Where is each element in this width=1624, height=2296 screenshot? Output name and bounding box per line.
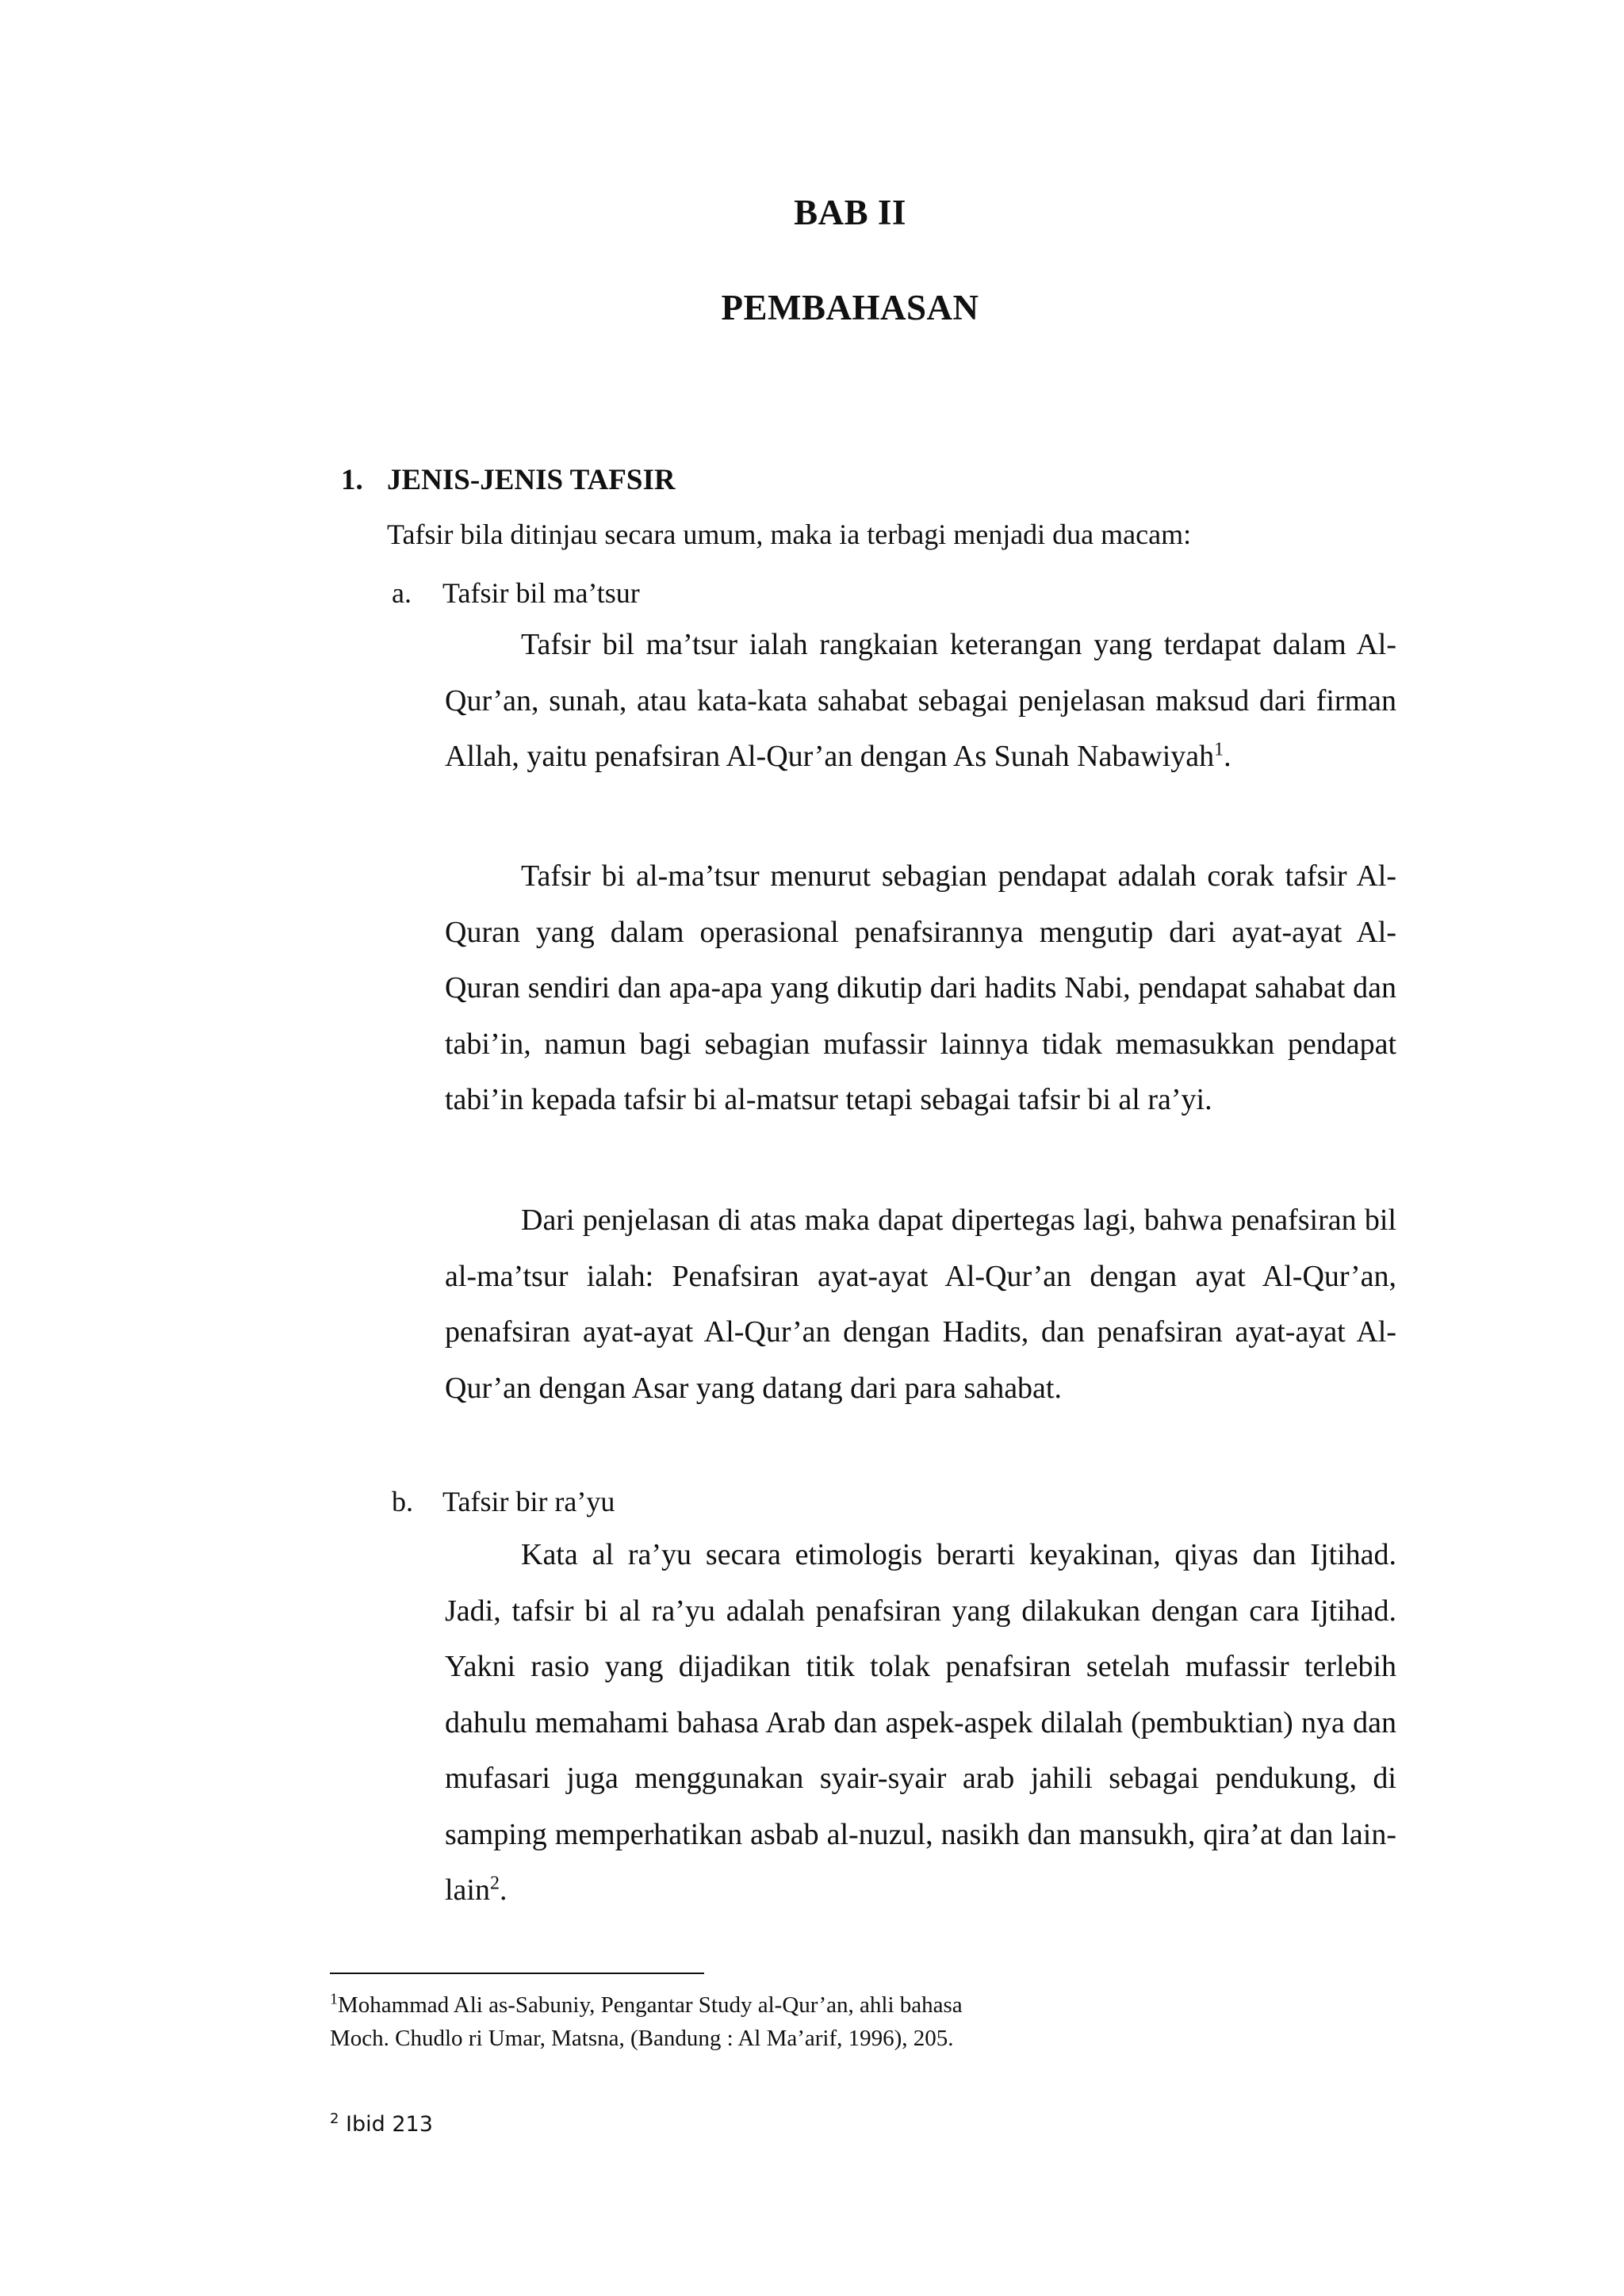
footnote-1-line-2: Moch. Chudlo ri Umar, Matsna, (Bandung : Al Ma’arif, 1996), 205.	[330, 2026, 954, 2051]
footnote-2	[330, 2112, 433, 2137]
footnote-ref-1: 1	[1214, 739, 1224, 760]
item-a-paragraph-3	[445, 1192, 1396, 1416]
item-b-letter: b.	[392, 1486, 413, 1517]
item-b-paragraph-1-end: .	[499, 1873, 508, 1907]
footnote-1-mark: 1	[330, 1990, 338, 2008]
item-b-paragraph-1	[445, 1527, 1396, 1919]
item-b-label	[392, 1485, 615, 1518]
item-a-letter: a.	[392, 577, 412, 609]
footnote-divider	[330, 1973, 704, 1974]
item-b-title: Tafsir bir ra’yu	[442, 1486, 615, 1517]
item-a-paragraph-2-text: Tafsir bi al-ma’tsur menurut sebagian pendapat adalah corak tafsir Al-Quran yang dalam operasional penafsirannya mengutip dari ayat-ayat Al-Quran sendiri dan apa-apa yang dikutip dari hadits Nabi, pendapat sahabat dan tabi’in, namun bagi sebagian mufassir lainnya tidak memasukkan pendapat tabi’in kepada tafsir bi al-matsur tetapi sebagai tafsir bi al ra’yi.	[445, 859, 1396, 1116]
item-a-paragraph-1	[445, 617, 1396, 785]
chapter-title: BAB II	[794, 193, 906, 232]
item-a-paragraph-1-text: Tafsir bil ma’tsur ialah rangkaian keterangan yang terdapat dalam Al-Qur’an, sunah, atau kata-kata sahabat sebagai penjelasan maksud dari firman Allah, yaitu penafsiran Al-Qur’an dengan As Sunah Nabawiyah	[445, 628, 1396, 773]
item-a-paragraph-3-text: Dari penjelasan di atas maka dapat dipertegas lagi, bahwa penafsiran bil al-ma’tsur ialah: Penafsiran ayat-ayat Al-Qur’an dengan ayat Al-Qur’an, penafsiran ayat-ayat Al-Qur’an dengan Hadits, dan penafsiran ayat-ayat Al-Qur’an dengan Asar yang datang dari para sahabat.	[445, 1203, 1396, 1405]
item-a-label	[392, 576, 640, 610]
footnote-2-mark: 2	[330, 2110, 339, 2127]
footnote-1	[330, 1988, 963, 2055]
section-heading-text: JENIS-JENIS TAFSIR	[387, 464, 676, 496]
section-heading	[341, 463, 676, 497]
section-intro: Tafsir bila ditinjau secara umum, maka ia terbagi menjadi dua macam:	[387, 519, 1192, 550]
chapter-subtitle: PEMBAHASAN	[721, 288, 979, 327]
item-a-paragraph-2	[445, 848, 1396, 1128]
footnote-2-text: Ibid 213	[346, 2112, 433, 2137]
item-a-paragraph-1-end: .	[1224, 740, 1231, 773]
footnote-1-line-1	[330, 1988, 963, 2022]
footnote-1-text-1: Mohammad Ali as-Sabuniy, Pengantar Study al-Qur’an, ahli bahasa	[338, 1992, 963, 2018]
section-number: 1.	[341, 464, 363, 496]
footnote-ref-2: 2	[489, 1873, 500, 1894]
item-b-paragraph-1-text: Kata al ra’yu secara etimologis berarti keyakinan, qiyas dan Ijtihad. Jadi, tafsir bi al ra’yu adalah penafsiran yang dilakukan dengan cara Ijtihad. Yakni rasio yang dijadikan titik tolak penafsiran setelah mufassir terlebih dahulu memahami bahasa Arab dan aspek-aspek dilalah (pembuktian) nya dan mufasari juga menggunakan syair-syair arab jahili sebagai pendukung, di samping memperhatikan asbab al-nuzul, nasikh dan mansukh, qira’at dan lain-lain	[445, 1538, 1396, 1907]
item-a-title: Tafsir bil ma’tsur	[442, 577, 640, 609]
